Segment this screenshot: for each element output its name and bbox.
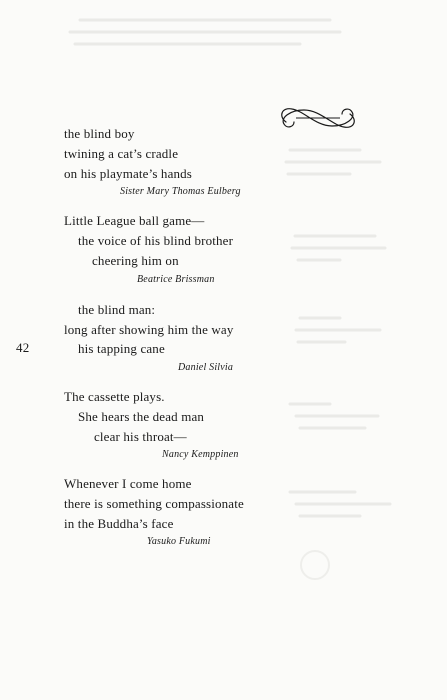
haiku-author: Yasuko Fukumi: [147, 536, 211, 547]
haiku-line: Little League ball game—: [64, 213, 205, 228]
haiku-author: Daniel Silvia: [178, 362, 234, 373]
page-number: 42: [16, 340, 30, 355]
haiku-line: the voice of his blind brother: [78, 233, 234, 248]
haiku-author: Beatrice Brissman: [137, 274, 215, 285]
haiku-line: Whenever I come home: [64, 476, 192, 491]
haiku-line: there is something compassionate: [64, 496, 244, 511]
haiku-line: cheering him on: [92, 253, 179, 268]
haiku-line: clear his throat—: [94, 429, 187, 444]
haiku-line: his tapping cane: [78, 341, 165, 356]
haiku-line: the blind man:: [78, 302, 156, 317]
flourish-ornament-icon: [276, 104, 360, 132]
haiku-author: Nancy Kemppinen: [162, 449, 239, 460]
haiku-line: in the Buddha’s face: [64, 516, 174, 531]
haiku-line: on his playmate’s hands: [64, 166, 193, 181]
haiku-line: the blind boy: [64, 126, 135, 141]
haiku-line: twining a cat’s cradle: [64, 146, 179, 161]
haiku-author: Sister Mary Thomas Eulberg: [120, 186, 241, 197]
haiku-line: The cassette plays.: [64, 389, 165, 404]
haiku-line: long after showing him the way: [64, 322, 234, 337]
haiku-line: She hears the dead man: [78, 409, 205, 424]
